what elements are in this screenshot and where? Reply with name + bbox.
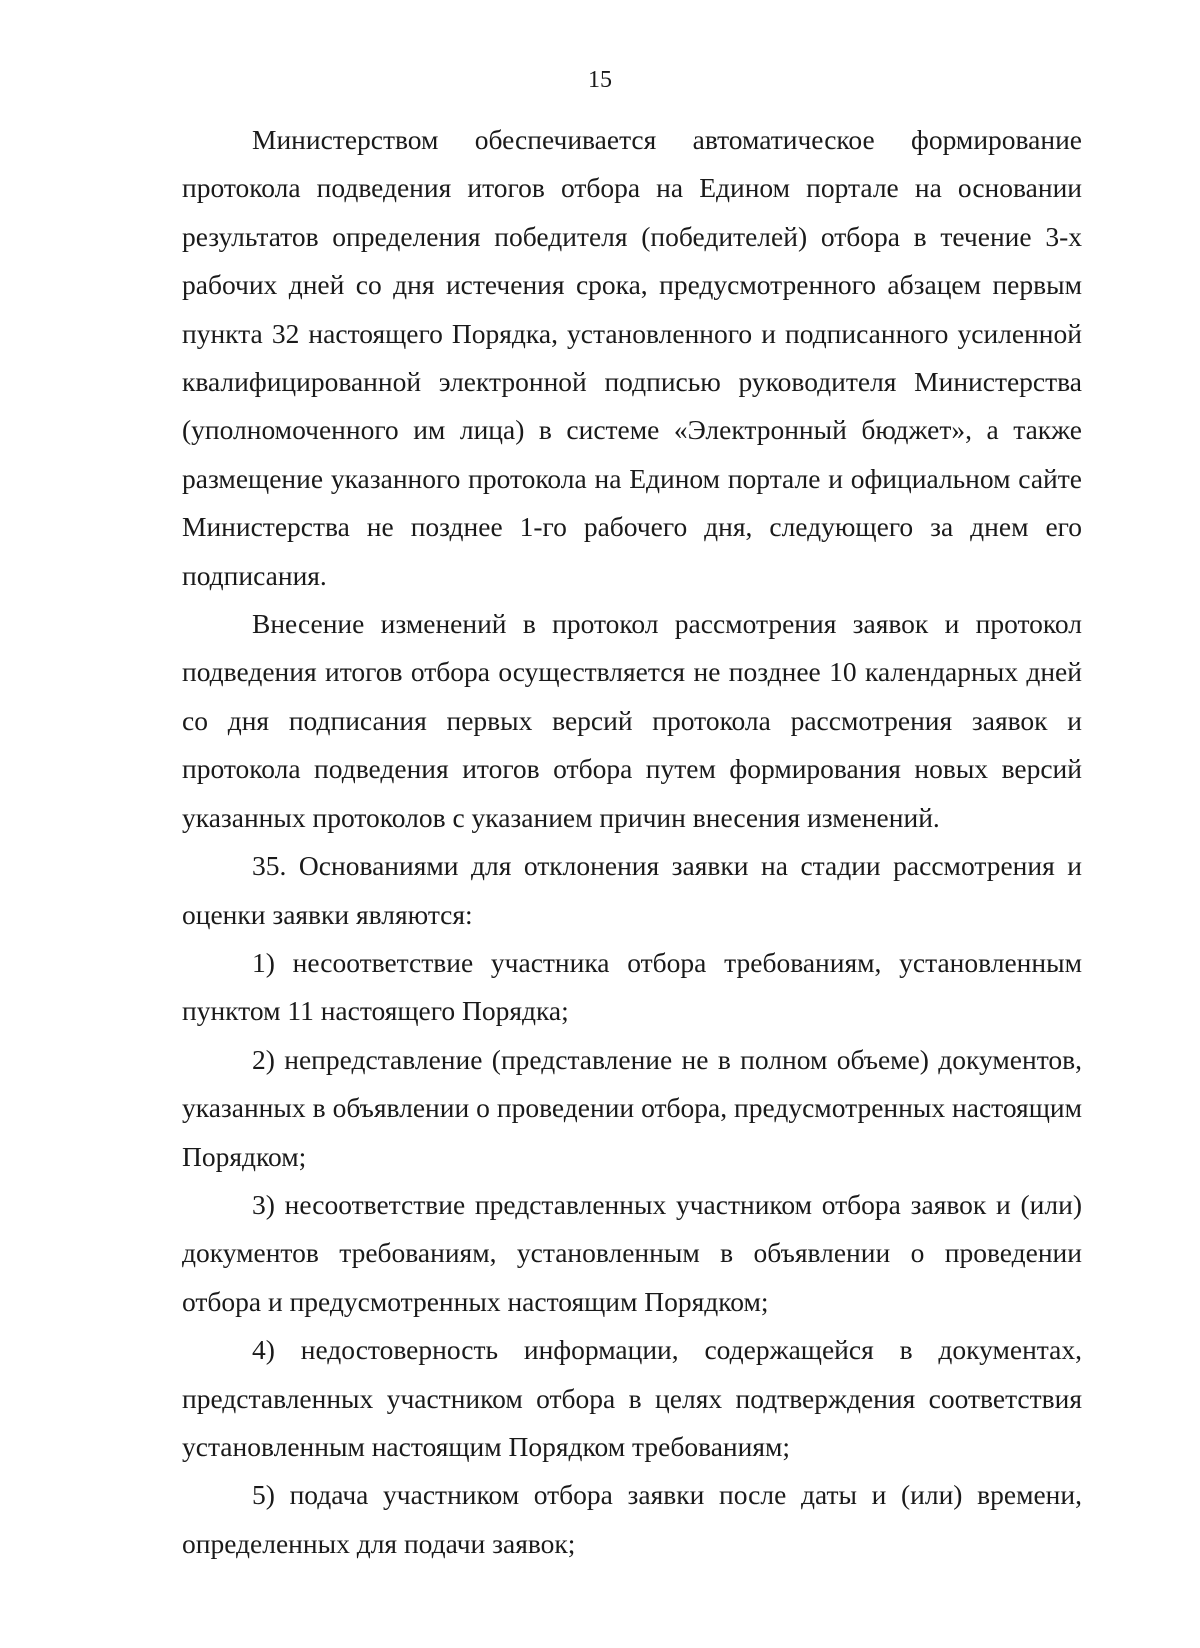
list-item-1: 1) несоответствие участника отбора требованиям, установленным пунктом 11 настоящего Порядка; xyxy=(182,946,1082,1027)
page-number: 15 xyxy=(588,67,612,93)
list-item-4: 4) недостоверность информации, содержащейся в документах, представленных участником отбора в целях подтверждения соответствия установленным настоящим Порядком требованиям; xyxy=(182,1334,1082,1462)
paragraph-protocol-formation: Министерством обеспечивается автоматическое формирование протокола подведения итогов отбора на Едином портале на основании результатов определения победителя (победителей) отбора в течение 3-х рабочих дней со дня истечения срока, предусмотренного абзацем первым пункта 32 настоящего Порядка, установленного и подписанного усиленной квалифицированной электронной подписью руководителя Министерства (уполномоченного им лица) в системе «Электронный бюджет», а также размещение указанного протокола на Едином портале и официальном сайте Министерства не позднее 1-го рабочего дня, следующего за днем его подписания. xyxy=(182,124,1082,591)
paragraph-protocol-changes: Внесение изменений в протокол рассмотрения заявок и протокол подведения итогов отбора осуществляется не позднее 10 календарных дней со дня подписания первых версий протокола рассмотрения заявок и протокола подведения итогов отбора путем формирования новых версий указанных протоколов с указанием причин внесения изменений. xyxy=(182,608,1082,833)
paragraph-item-35: 35. Основаниями для отклонения заявки на стадии рассмотрения и оценки заявки являются: xyxy=(182,850,1082,930)
document-body xyxy=(182,116,1082,1568)
list-item-3: 3) несоответствие представленных участником отбора заявок и (или) документов требованиям, установленным в объявлении о проведении отбора и предусмотренных настоящим Порядком; xyxy=(182,1188,1082,1317)
list-item-5: 5) подача участником отбора заявки после даты и (или) времени, определенных для подачи заявок; xyxy=(182,1479,1082,1559)
list-item-2: 2) непредставление (представление не в полном объеме) документов, указанных в объявлении о проведении отбора, предусмотренных настоящим Порядком; xyxy=(182,1043,1082,1172)
